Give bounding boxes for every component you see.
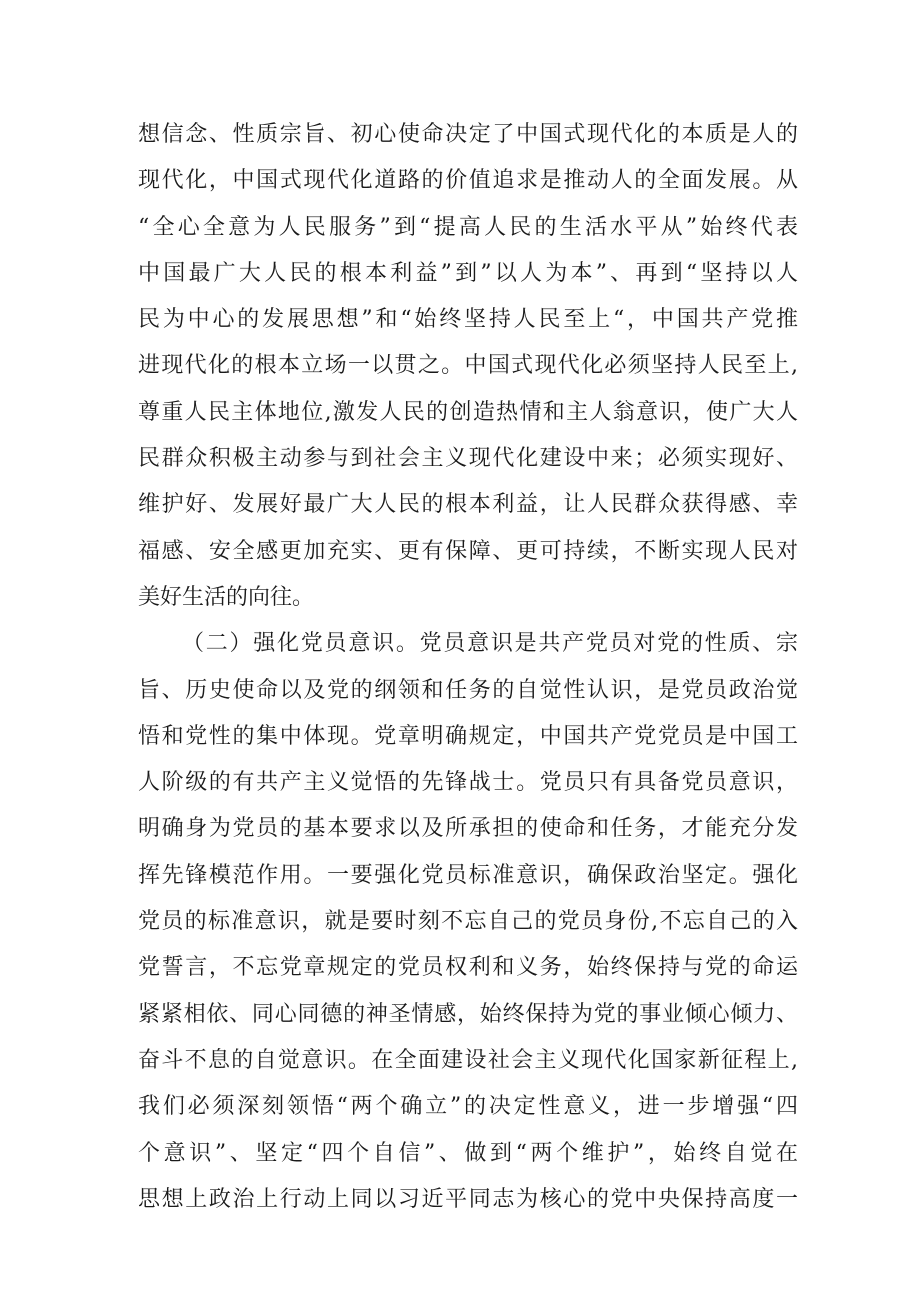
text-line: 明确身为党员的基本要求以及所承担的使命和任务，才能充分发 [138,816,798,842]
text-line: “全心全意为人民服务”到“提高人民的生活水平从”始终代表 [138,214,798,240]
text-line: 想信念、性质宗旨、初心使命决定了中国式现代化的本质是人的 [138,122,798,147]
text-line: 我们必须深刻领悟“两个确立”的决定性意义，进一步增强“四 [138,1094,798,1120]
text-line: 挥先锋模范作用。一要强化党员标准意识，确保政治坚定。强化 [138,862,798,888]
text-line: 党誓言，不忘党章规定的党员权利和义务，始终保持与党的命运 [138,955,798,981]
text-line: 民群众积极主动参与到社会主义现代化建设中来；必须实现好、 [138,446,798,472]
text-line: 悟和党性的集中体现。党章明确规定，中国共产党党员是中国工 [138,723,798,749]
text-line: 维护好、发展好最广大人民的根本利益，让人民群众获得感、幸 [138,492,798,518]
text-line: 美好生活的向往。 [138,584,315,610]
text-line: 尊重人民主体地位,激发人民的创造热情和主人翁意识，使广大人 [138,399,798,425]
section-heading-line: （二）强化党员意识。党员意识是共产党员对党的性质、宗 [182,631,798,657]
document-body [138,112,798,1223]
text-line: 紧紧相依、同心同德的神圣情感，始终保持为党的事业倾心倾力、 [138,1001,798,1027]
text-line: 人阶级的有共产主义觉悟的先锋战士。党员只有具备党员意识， [138,770,798,796]
text-line: 旨、历史使命以及党的纲领和任务的自觉性认识，是党员政治觉 [138,677,798,703]
text-line: 个意识”、坚定“四个自信”、做到“两个维护”，始终自觉在 [138,1140,798,1166]
text-line: 思想上政治上行动上同以习近平同志为核心的党中央保持高度一 [138,1186,798,1212]
text-line: 福感、安全感更加充实、更有保障、更可持续，不断实现人民对 [138,538,798,564]
text-line: 中国最广大人民的根本利益”到”以人为本”、再到“坚持以人 [138,260,798,286]
text-line: 党员的标准意识，就是要时刻不忘自己的党员身份,不忘自己的入 [138,909,798,935]
text-line: 现代化，中国式现代化道路的价值追求是推动人的全面发展。从 [138,168,798,194]
text-line: 进现代化的根本立场一以贯之。中国式现代化必须坚持人民至上, [138,353,798,379]
text-line: 奋斗不息的自觉意识。在全面建设社会主义现代化国家新征程上, [138,1047,798,1073]
text-line: 民为中心的发展思想”和“始终坚持人民至上“，中国共产党推 [138,307,798,333]
